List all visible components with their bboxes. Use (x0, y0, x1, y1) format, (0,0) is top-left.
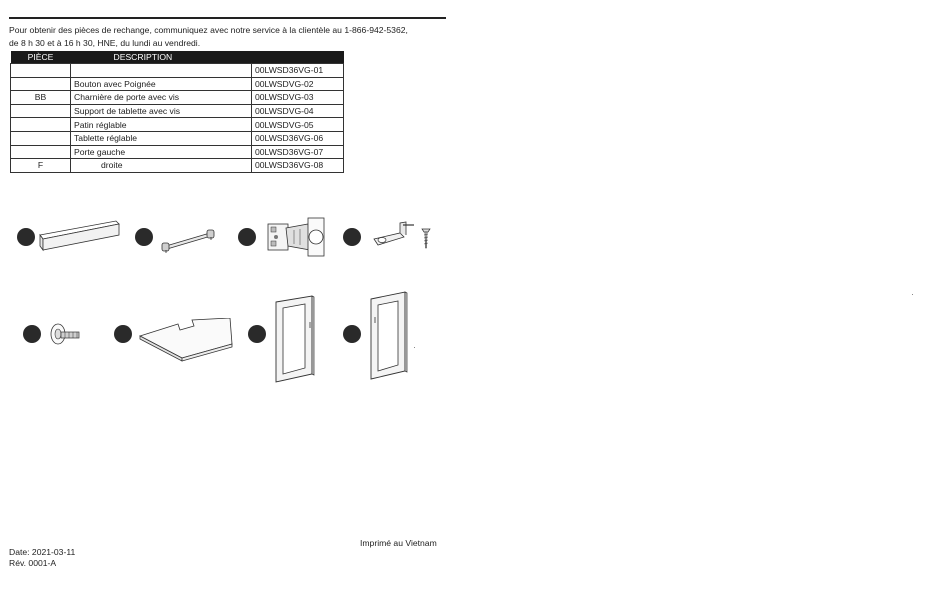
table-row (11, 64, 344, 78)
description-cell: Bouton avec Poignée (71, 77, 252, 91)
piece-cell (11, 64, 71, 78)
code-cell: 00LWSDVG-03 (252, 91, 344, 105)
table-row (11, 159, 344, 173)
description-cell: droite (71, 159, 252, 173)
part-badge-8 (343, 325, 361, 343)
table-row (11, 77, 344, 91)
code-cell: 00LWSDVG-04 (252, 104, 344, 118)
code-cell: 00LWSD36VG-08 (252, 159, 344, 173)
table-row (11, 91, 344, 105)
top-rule (9, 17, 446, 19)
piece-cell (11, 145, 71, 159)
part-badge-1 (17, 228, 35, 246)
notice-line-1: Pour obtenir des pièces de rechange, communiquez avec notre service à la clientèle au 1-866-942-5362, (9, 25, 408, 35)
code-cell: 00LWSDVG-02 (252, 77, 344, 91)
parts-table (10, 51, 344, 173)
part-badge-5 (23, 325, 41, 343)
printed-in: Imprimé au Vietnam (360, 538, 437, 548)
table-row (11, 104, 344, 118)
notice-line-2: de 8 h 30 et à 16 h 30, HNE, du lundi au vendredi. (9, 37, 201, 48)
code-cell: 00LWSD36VG-01 (252, 64, 344, 78)
piece-cell: F (11, 159, 71, 173)
description-cell: Tablette réglable (71, 131, 252, 145)
table-row (11, 118, 344, 132)
description-cell: Patin réglable (71, 118, 252, 132)
stray-mark (912, 294, 913, 295)
header-piece: PIÈCE (11, 51, 71, 64)
part-badge-7 (248, 325, 266, 343)
code-cell: 00LWSD36VG-06 (252, 131, 344, 145)
table-row (11, 145, 344, 159)
code-cell: 00LWSD36VG-07 (252, 145, 344, 159)
left-door-icon (274, 294, 318, 384)
piece-cell (11, 104, 71, 118)
parts-table-header (11, 51, 344, 64)
document-date: Date: 2021-03-11 (9, 547, 76, 557)
description-cell: Porte gauche (71, 145, 252, 159)
replacement-parts-notice (9, 24, 449, 49)
table-row (11, 131, 344, 145)
code-cell: 00LWSDVG-05 (252, 118, 344, 132)
description-cell: Support de tablette avec vis (71, 104, 252, 118)
hinge-icon (264, 214, 328, 260)
document-revision: Rév. 0001-A (9, 558, 57, 568)
leveling-foot-icon (47, 320, 83, 350)
shelf-support-icon (370, 221, 436, 253)
right-door-icon (369, 289, 413, 381)
trim-board-icon (38, 218, 122, 252)
piece-cell (11, 77, 71, 91)
header-description: DESCRIPTION (71, 51, 344, 64)
description-cell (71, 64, 252, 78)
part-badge-4 (343, 228, 361, 246)
adjustable-shelf-icon (138, 318, 234, 362)
part-badge-6 (114, 325, 132, 343)
handle-bar-icon (158, 224, 220, 254)
piece-cell (11, 131, 71, 145)
description-cell: Charnière de porte avec vis (71, 91, 252, 105)
part-badge-3 (238, 228, 256, 246)
piece-cell (11, 118, 71, 132)
piece-cell: BB (11, 91, 71, 105)
stray-mark (414, 347, 415, 348)
part-badge-2 (135, 228, 153, 246)
